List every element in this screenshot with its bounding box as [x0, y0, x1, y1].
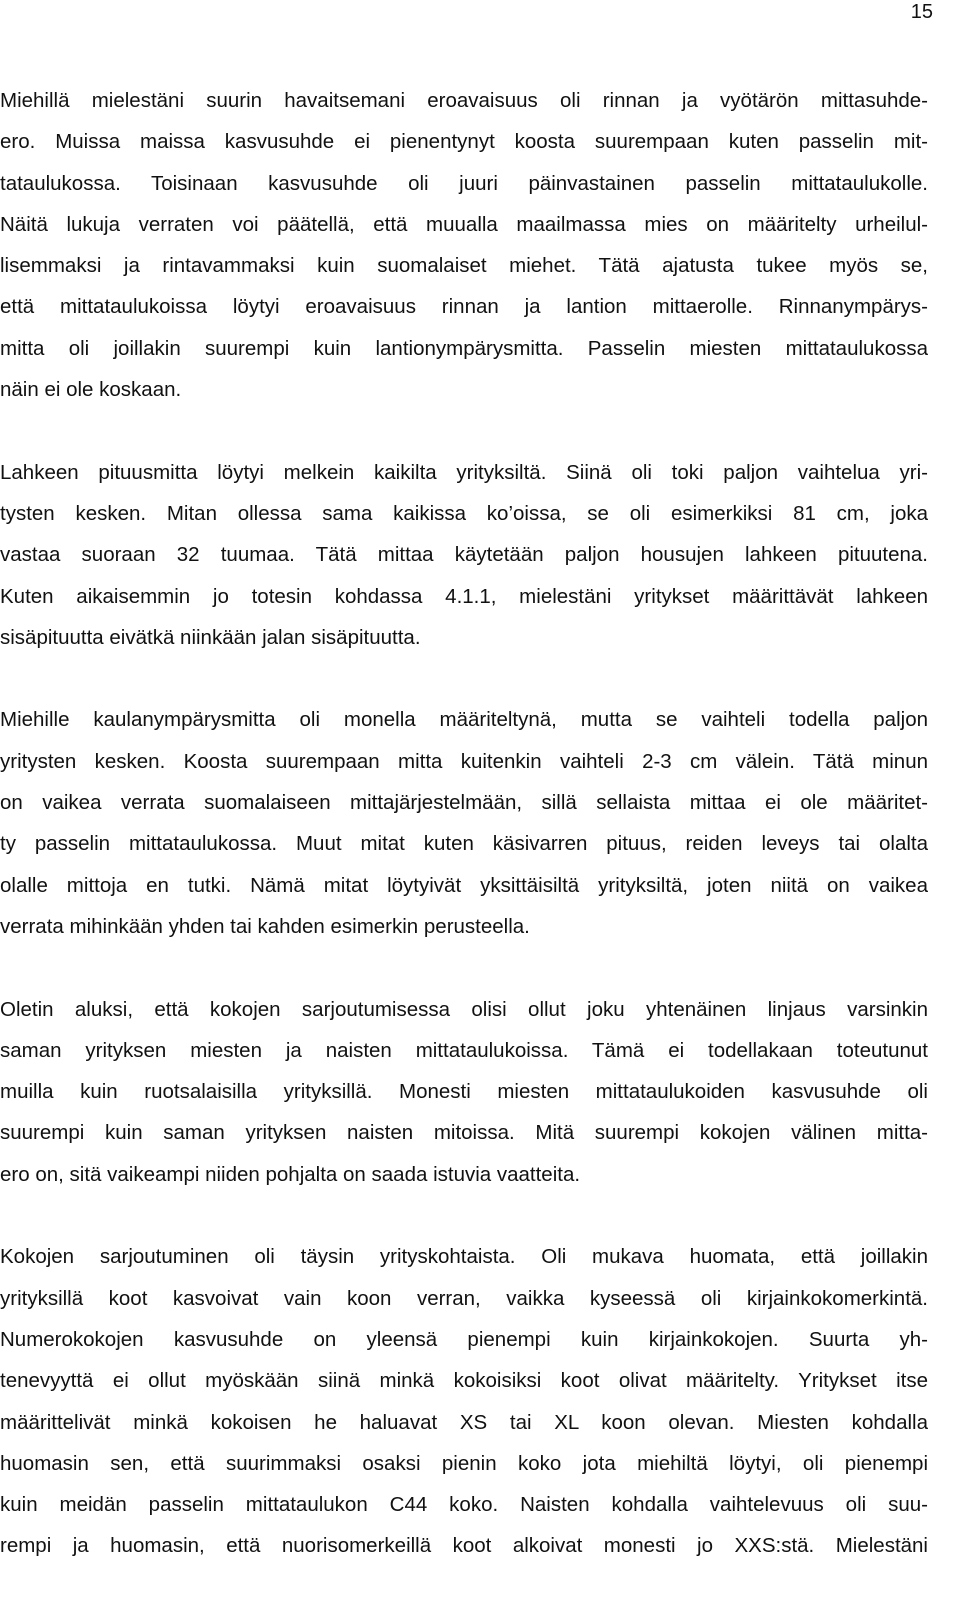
text-line: tysten kesken. Mitan ollessa sama kaikissa ko’oissa, se oli esimerkiksi 81 cm, joka	[0, 501, 928, 525]
text-line: olalle mittoja en tutki. Nämä mitat löytyivät yksittäisiltä yrityksiltä, joten niitä on vaikea	[0, 873, 928, 897]
paragraph-gap	[0, 410, 928, 451]
text-line: näin ei ole koskaan.	[0, 378, 182, 402]
text-line: Näitä lukuja verraten voi päätellä, että muualla maailmassa mies on määritelty urheilul-	[0, 212, 928, 236]
page-number: 15	[910, 1, 933, 23]
text-line: Miehille kaulanympärysmitta oli monella määriteltynä, mutta se vaihteli todella paljon	[0, 708, 928, 732]
text-line: tenevyyttä ei ollut myöskään siinä minkä kokoisiksi koot olivat määritelty. Yritykset itse	[0, 1369, 928, 1393]
text-line: muilla kuin ruotsalaisilla yrityksillä. Monesti miesten mittataulukoiden kasvusuhde oli	[0, 1080, 928, 1104]
text-line: kuin meidän passelin mittataulukon C44 koko. Naisten kohdalla vaihtelevuus oli suu-	[0, 1493, 928, 1517]
text-line: rempi ja huomasin, että nuorisomerkeillä koot alkoivat monesti jo XXS:stä. Mielestäni	[0, 1534, 928, 1558]
paragraph	[0, 699, 928, 947]
text-line: yritysten kesken. Koosta suurempaan mitta kuitenkin vaihteli 2-3 cm välein. Tätä minun	[0, 749, 928, 773]
text-line: ty passelin mittataulukossa. Muut mitat kuten käsivarren pituus, reiden leveys tai olalta	[0, 832, 928, 856]
text-line: Oletin aluksi, että kokojen sarjoutumisessa olisi ollut joku yhtenäinen linjaus varsinkin	[0, 997, 928, 1021]
text-line: ero. Muissa maissa kasvusuhde ei pienentynyt koosta suurempaan kuten passelin mit-	[0, 130, 928, 154]
paragraph-gap	[0, 658, 928, 699]
text-line: ero on, sitä vaikeampi niiden pohjalta on saada istuvia vaatteita.	[0, 1162, 581, 1186]
text-line: Lahkeen pituusmitta löytyi melkein kaikilta yrityksiltä. Siinä oli toki paljon vaihtelua yri-	[0, 460, 928, 484]
text-line: suurempi kuin saman yrityksen naisten mitoissa. Mitä suurempi kokojen välinen mitta-	[0, 1121, 928, 1145]
text-line: Miehillä mielestäni suurin havaitsemani eroavaisuus oli rinnan ja vyötärön mittasuhde-	[0, 89, 928, 112]
paragraph	[0, 80, 928, 410]
text-line: verrata mihinkään yhden tai kahden esimerkin perusteella.	[0, 914, 530, 938]
paragraph	[0, 1236, 928, 1566]
text-line: määrittelivät minkä kokoisen he haluavat XS tai XL koon olevan. Miesten kohdalla	[0, 1410, 928, 1434]
paragraph-gap	[0, 947, 928, 988]
text-line: vastaa suoraan 32 tuumaa. Tätä mittaa käytetään paljon housujen lahkeen pituutena.	[0, 543, 928, 567]
text-line: mitta oli joillakin suurempi kuin lantionympärysmitta. Passelin miesten mittataulukossa	[0, 336, 928, 360]
text-line: Kokojen sarjoutuminen oli täysin yrityskohtaista. Oli mukava huomata, että joillakin	[0, 1245, 928, 1269]
text-line: huomasin sen, että suurimmaksi osaksi pienin koko jota miehiltä löytyi, oli pienempi	[0, 1451, 928, 1475]
text-line: on vaikea verrata suomalaiseen mittajärjestelmään, sillä sellaista mittaa ei ole määritet-	[0, 791, 928, 815]
text-line: että mittataulukoissa löytyi eroavaisuus rinnan ja lantion mittaerolle. Rinnanympärys-	[0, 295, 928, 319]
text-line: sisäpituutta eivätkä niinkään jalan sisäpituutta.	[0, 625, 421, 649]
text-line: lisemmaksi ja rintavammaksi kuin suomalaiset miehet. Tätä ajatusta tukee myös se,	[0, 254, 928, 278]
text-line: saman yrityksen miesten ja naisten mittataulukoissa. Tämä ei todellakaan toteutunut	[0, 1038, 928, 1062]
document-body	[0, 80, 928, 1567]
paragraph-gap	[0, 1195, 928, 1236]
text-line: Numerokokojen kasvusuhde on yleensä pienempi kuin kirjainkokojen. Suurta yh-	[0, 1327, 928, 1351]
text-line: yrityksillä koot kasvoivat vain koon verran, vaikka kyseessä oli kirjainkokomerkintä.	[0, 1286, 928, 1310]
paragraph	[0, 989, 928, 1195]
text-line: tataulukossa. Toisinaan kasvusuhde oli juuri päinvastainen passelin mittataulukolle.	[0, 171, 928, 195]
paragraph	[0, 452, 928, 658]
text-line: Kuten aikaisemmin jo totesin kohdassa 4.1.1, mielestäni yritykset määrittävät lahkeen	[0, 584, 928, 608]
